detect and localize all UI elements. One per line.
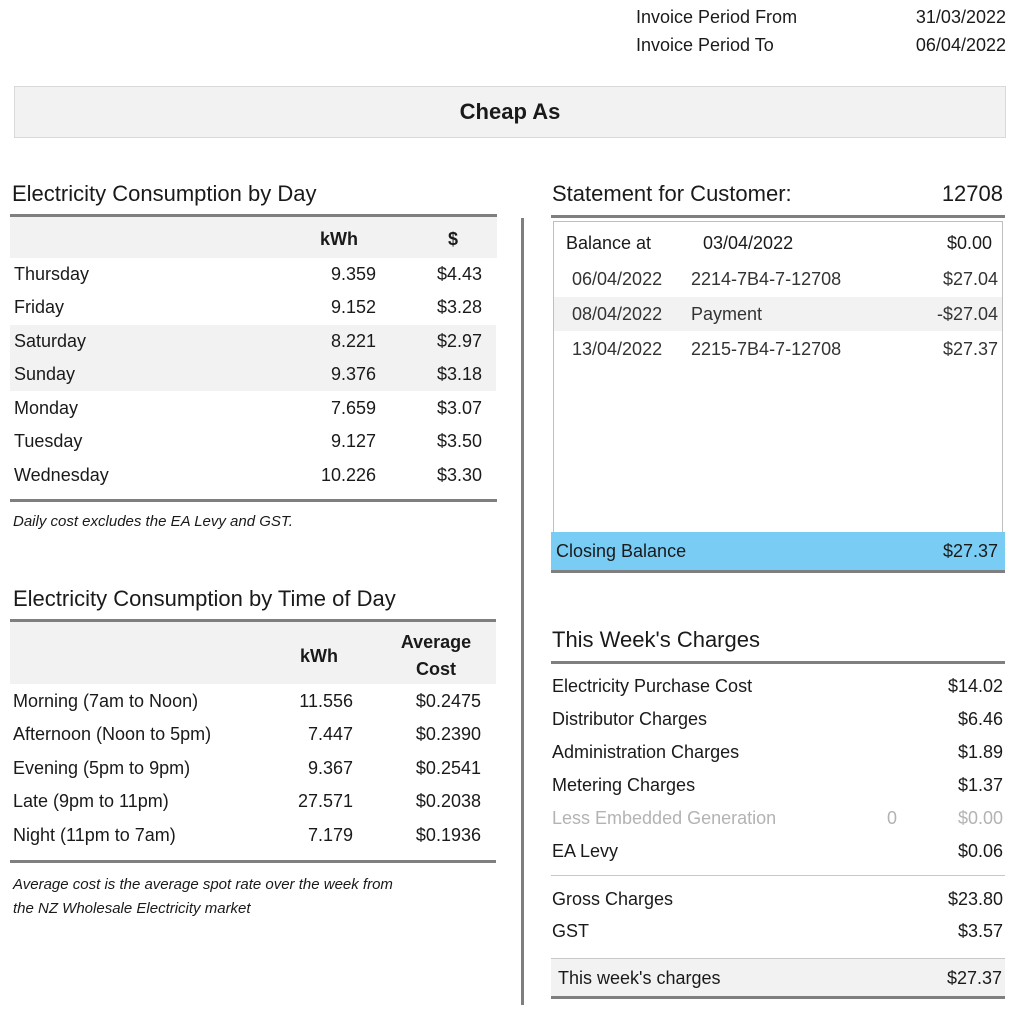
- charge-value: $1.37: [957, 775, 1003, 795]
- daily-row: [10, 358, 496, 391]
- entry-desc: 2215-7B4-7-12708: [691, 339, 842, 359]
- gst-value: $3.57: [957, 921, 1003, 941]
- daily-title: Electricity Consumption by Day: [12, 181, 317, 206]
- closing-amount: $27.37: [942, 541, 998, 561]
- daily-row: [10, 392, 496, 425]
- charge-label: Electricity Purchase Cost: [552, 676, 753, 696]
- tod-note-line1: Average cost is the average spot rate over the week from: [13, 876, 393, 893]
- daily-row: [10, 325, 496, 358]
- day-cost: $3.18: [436, 364, 482, 384]
- statement-entry: [554, 332, 1002, 366]
- day-kwh: 10.226: [320, 465, 376, 485]
- day-name: Wednesday: [14, 465, 109, 485]
- entry-amount: $27.37: [942, 339, 998, 359]
- charge-row: [551, 703, 1005, 736]
- daily-row: [10, 459, 496, 492]
- tod-row: [10, 785, 496, 818]
- tod-row: [10, 752, 496, 785]
- day-name: Sunday: [14, 364, 76, 384]
- column-divider: [521, 218, 524, 1005]
- tod-cost: $0.2541: [415, 758, 481, 778]
- balance-amount: $0.00: [946, 233, 992, 253]
- tod-kwh: 9.367: [307, 758, 353, 778]
- statement-bottom-rule: [551, 570, 1005, 573]
- gst-label: GST: [552, 921, 590, 941]
- day-name: Monday: [14, 398, 79, 418]
- tod-kwh: 7.447: [307, 724, 353, 744]
- tod-col-cost-line1: Average: [400, 632, 472, 652]
- period-from-value: 31/03/2022: [915, 7, 1006, 27]
- tod-kwh: 27.571: [297, 791, 353, 811]
- period-from-label: Invoice Period From: [636, 7, 798, 27]
- day-cost: $3.50: [436, 431, 482, 451]
- day-kwh: 9.376: [330, 364, 376, 384]
- day-kwh: 9.127: [330, 431, 376, 451]
- statement-top-rule: [551, 215, 1005, 218]
- balance-date: 03/04/2022: [703, 233, 794, 253]
- day-cost: $3.28: [436, 297, 482, 317]
- balance-label: Balance at: [566, 233, 652, 253]
- day-name: Saturday: [14, 331, 87, 351]
- total-label: This week's charges: [558, 968, 721, 988]
- daily-bottom-rule: [10, 499, 497, 502]
- entry-date: 13/04/2022: [572, 339, 663, 359]
- day-kwh: 9.359: [330, 264, 376, 284]
- daily-row: [10, 291, 496, 324]
- charge-label: EA Levy: [552, 841, 619, 861]
- statement-balance-row: [554, 226, 1002, 260]
- period-to-label: Invoice Period To: [636, 35, 774, 55]
- day-kwh: 7.659: [330, 398, 376, 418]
- day-kwh: 9.152: [330, 297, 376, 317]
- tod-row: [10, 819, 496, 852]
- gross-value: $23.80: [947, 889, 1003, 909]
- gross-label: Gross Charges: [552, 889, 674, 909]
- tod-note-line2: the NZ Wholesale Electricity market: [13, 900, 251, 917]
- charge-row-embedded-generation: [551, 802, 1005, 835]
- tod-period: Afternoon (Noon to 5pm): [13, 724, 212, 744]
- gross-charges-row: [551, 883, 1005, 916]
- tod-kwh: 7.179: [307, 825, 353, 845]
- tod-row: [10, 718, 496, 751]
- charge-value: $6.46: [957, 709, 1003, 729]
- day-cost: $3.07: [436, 398, 482, 418]
- closing-balance-row: [551, 532, 1005, 570]
- tod-cost: $0.1936: [415, 825, 481, 845]
- charges-top-rule: [551, 661, 1005, 664]
- closing-label: Closing Balance: [556, 541, 687, 561]
- tod-kwh: 11.556: [299, 691, 353, 711]
- charges-subtotal-rule: [551, 875, 1005, 876]
- tod-row: [10, 685, 496, 718]
- entry-date: 08/04/2022: [572, 304, 663, 324]
- daily-row: [10, 425, 496, 458]
- entry-amount: -$27.04: [936, 304, 998, 324]
- statement-entry: [554, 262, 1002, 296]
- tod-period: Night (11pm to 7am): [13, 825, 176, 845]
- charges-title: This Week's Charges: [552, 627, 760, 652]
- entry-desc: 2214-7B4-7-12708: [691, 269, 842, 289]
- charge-label: Administration Charges: [552, 742, 740, 762]
- statement-entry: [554, 297, 1002, 331]
- tod-cost: $0.2038: [415, 791, 481, 811]
- statement-title: Statement for Customer:: [552, 181, 792, 206]
- charge-row: [551, 835, 1005, 868]
- day-name: Friday: [14, 297, 65, 317]
- day-kwh: 8.221: [330, 331, 376, 351]
- day-cost: $4.43: [436, 264, 482, 284]
- company-banner: [14, 86, 1006, 138]
- tod-cost: $0.2475: [415, 691, 481, 711]
- entry-amount: $27.04: [942, 269, 998, 289]
- gst-row: [551, 915, 1005, 948]
- day-cost: $3.30: [436, 465, 482, 485]
- period-to-value: 06/04/2022: [915, 35, 1006, 55]
- total-charges-row: [551, 958, 1005, 997]
- daily-col-cost: $: [448, 229, 459, 249]
- tod-period: Late (9pm to 11pm): [13, 791, 169, 811]
- charge-row: [551, 769, 1005, 802]
- tod-title: Electricity Consumption by Time of Day: [13, 586, 396, 611]
- tod-period: Morning (7am to Noon): [13, 691, 199, 711]
- charge-qty: 0: [887, 808, 898, 828]
- day-name: Tuesday: [14, 431, 83, 451]
- daily-col-kwh: kWh: [320, 229, 358, 249]
- entry-desc: Payment: [691, 304, 763, 324]
- charge-value: $14.02: [947, 676, 1003, 696]
- charge-row: [551, 670, 1005, 703]
- tod-cost: $0.2390: [415, 724, 481, 744]
- charge-label: Distributor Charges: [552, 709, 708, 729]
- tod-header-row: [10, 622, 496, 684]
- charge-value: $0.06: [957, 841, 1003, 861]
- entry-date: 06/04/2022: [572, 269, 663, 289]
- tod-col-kwh: kWh: [300, 646, 338, 666]
- day-name: Thursday: [14, 264, 90, 284]
- daily-note: Daily cost excludes the EA Levy and GST.: [13, 513, 293, 530]
- charge-value: $0.00: [957, 808, 1003, 828]
- charge-label: Metering Charges: [552, 775, 696, 795]
- charges-bottom-rule: [551, 996, 1005, 999]
- tod-bottom-rule: [10, 860, 496, 863]
- tod-col-cost-line2: Cost: [416, 659, 456, 679]
- company-name: Cheap As: [459, 99, 561, 124]
- tod-period: Evening (5pm to 9pm): [13, 758, 191, 778]
- total-value: $27.37: [946, 968, 1002, 988]
- daily-header-row: [10, 217, 497, 258]
- charge-label: Less Embedded Generation: [552, 808, 777, 828]
- day-cost: $2.97: [436, 331, 482, 351]
- charge-value: $1.89: [957, 742, 1003, 762]
- daily-row: [10, 258, 496, 291]
- customer-number: 12708: [941, 181, 1003, 206]
- charge-row: [551, 736, 1005, 769]
